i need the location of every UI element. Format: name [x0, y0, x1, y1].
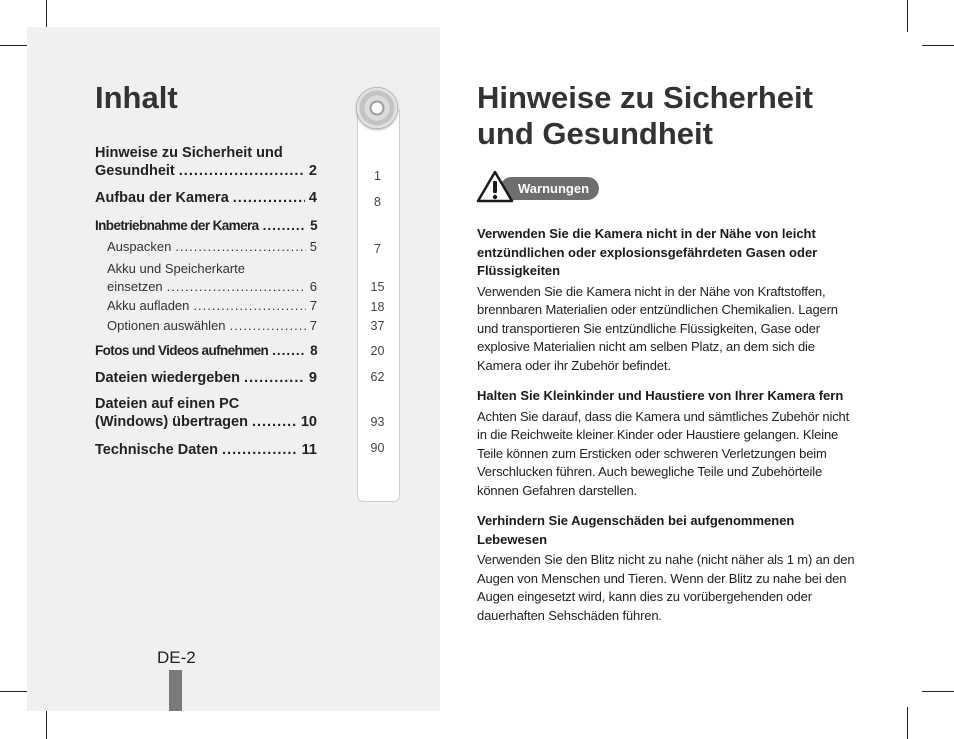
toc-entry-title: Optionen auswählen [107, 318, 226, 333]
crop-mark [46, 707, 47, 739]
page-number: DE-2 [157, 648, 196, 667]
strip-number: 8 [374, 195, 381, 209]
toc-entry-title: Auspacken [107, 239, 172, 254]
strip-number: 37 [370, 319, 385, 333]
toc-dot-leader [230, 317, 306, 335]
toc-entry-title: einsetzen [107, 279, 163, 294]
toc-entry[interactable] [95, 297, 317, 315]
toc-page-number: 7 [309, 318, 317, 333]
warning-label: Warnungen [518, 181, 590, 196]
section-heading: Halten Sie Kleinkinder und Haustiere von Ihrer Kamera fern [477, 388, 844, 403]
toc-page-number: 9 [308, 370, 317, 386]
toc-dot-leader [244, 369, 305, 387]
page-marker-bar [169, 670, 182, 711]
toc-page-number: 2 [308, 163, 317, 179]
toc-entry[interactable] [95, 395, 317, 431]
toc-dot-leader [252, 413, 297, 431]
strip-number: 15 [370, 280, 385, 294]
toc-entry-title: Aufbau der Kamera [95, 190, 229, 206]
toc-dot-leader [179, 162, 305, 180]
toc-page-number: 7 [309, 298, 317, 313]
toc-entry-title: Dateien wiedergeben [95, 370, 241, 386]
toc-entry[interactable] [95, 441, 317, 459]
toc-dot-leader [167, 278, 306, 296]
toc-page-number: 8 [310, 343, 317, 358]
page-title-inhalt: Inhalt [95, 80, 178, 115]
toc-dot-leader [272, 342, 306, 360]
toc-entry-title: Hinweise zu Sicherheit und [95, 145, 283, 161]
toc-entry-title: (Windows) übertragen [95, 414, 248, 430]
toc-entry-title: Dateien auf einen PC [95, 396, 240, 412]
toc-entry[interactable] [95, 238, 317, 256]
safety-section [477, 387, 857, 500]
section-body: Verwenden Sie den Blitz nicht zu nahe (nicht näher als 1 m) an den Augen von Menschen und Tieren. Wenn der Blitz zu nahe bei den Augen eingesetzt wird, kann dies zu vorübergehenden oder dauerhaften Sehschäden führen. [477, 552, 855, 623]
toc-entry[interactable] [95, 144, 317, 180]
section-body: Verwenden Sie die Kamera nicht in der Nähe von Kraftstoffen, brennbaren Materialien oder entzündlichen Chemikalien. Lagern und transportieren Sie entzündliche Flüssigkeiten, Gase oder explosive Materialien nicht am selben Platz, an dem sich die Kamera oder ihr Zubehör befindet. [477, 283, 838, 373]
disc-icon [356, 87, 398, 129]
strip-number: 1 [374, 169, 381, 183]
warning-triangle-icon [476, 170, 514, 203]
strip-number: 20 [370, 344, 385, 358]
toc-entry[interactable] [95, 369, 317, 387]
toc-entry[interactable] [95, 317, 317, 335]
toc-dot-leader [175, 238, 305, 256]
crop-mark [922, 691, 954, 692]
toc-page-number: 10 [300, 414, 317, 430]
toc-entry[interactable] [95, 260, 317, 296]
toc-entry[interactable] [95, 342, 317, 360]
safety-section [477, 512, 857, 625]
toc-dot-leader [193, 297, 305, 315]
crop-mark [907, 0, 908, 32]
toc-dot-leader [222, 441, 298, 459]
toc-page-number: 5 [309, 239, 317, 254]
toc-dot-leader [233, 189, 305, 207]
toc-dot-leader [263, 217, 307, 235]
toc-entry-title: Akku aufladen [107, 298, 190, 313]
crop-mark [907, 707, 908, 739]
toc-page-number: 4 [308, 190, 317, 206]
toc-page-number: 5 [310, 218, 317, 233]
toc-entry-title: Akku und Speicherkarte [107, 261, 246, 276]
strip-number: 90 [370, 441, 385, 455]
toc-entry-title: Gesundheit [95, 163, 175, 179]
strip-number: 93 [370, 415, 385, 429]
warning-badge [500, 177, 599, 200]
strip-number: 62 [370, 370, 385, 384]
strip-number: 7 [374, 242, 381, 256]
page-title-safety: Hinweise zu Sicherheit und Gesundheit [477, 80, 813, 151]
safety-content [477, 225, 857, 637]
toc-entry[interactable] [95, 217, 317, 235]
safety-section [477, 225, 857, 375]
toc-entry[interactable] [95, 189, 317, 207]
strip-number: 18 [370, 300, 385, 314]
toc-entry-title: Technische Daten [95, 442, 219, 458]
toc-page-number: 6 [309, 279, 317, 294]
toc-entry-title: Inbetriebnahme der Kamera [95, 218, 259, 233]
section-heading: Verhindern Sie Augenschäden bei aufgenommenen Lebewesen [477, 513, 795, 547]
crop-mark [922, 45, 954, 46]
toc-page-number: 11 [301, 442, 317, 458]
section-body: Achten Sie darauf, dass die Kamera und sämtliches Zubehör nicht in die Reichweite kleiner Kinder oder Haustiere gelangen. Kleine Teile können zum Ersticken oder schweren Verletzungen beim Verschlucken führen. Auch bewegliche Teile und Zubehörteile können Gefahren darstellen. [477, 408, 850, 498]
toc-entry-title: Fotos und Videos aufnehmen [95, 343, 269, 358]
section-heading: Verwenden Sie die Kamera nicht in der Nähe von leicht entzündlichen oder explosionsgefährdeten Gasen oder Flüssigkeiten [477, 226, 818, 278]
